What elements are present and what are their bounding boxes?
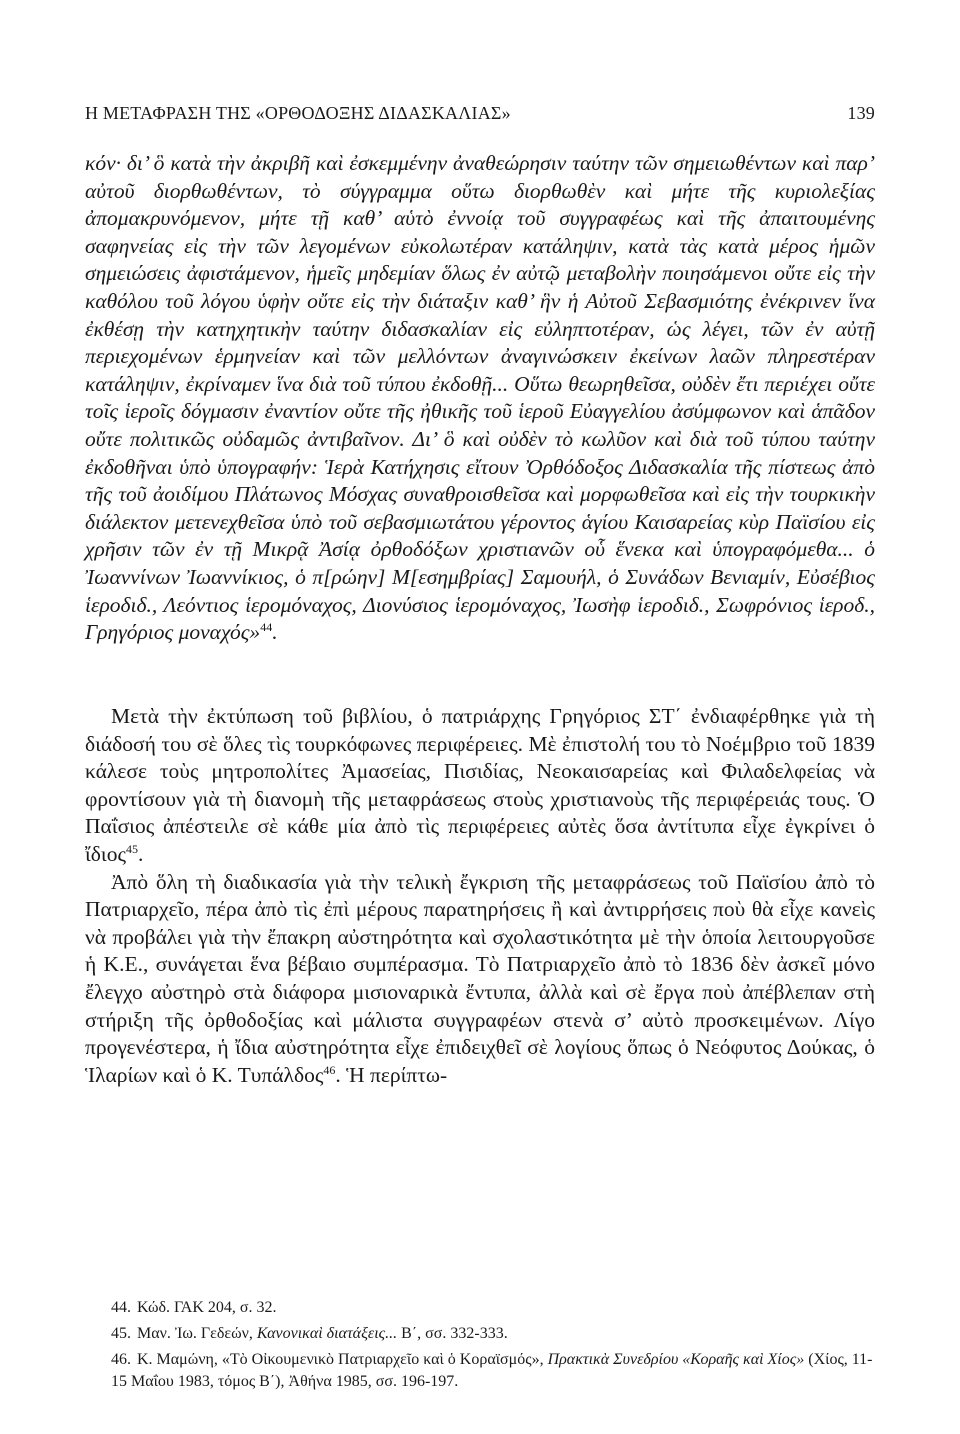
footnote-45	[85, 1323, 875, 1345]
running-title: Η ΜΕΤΑΦΡΑΣΗ ΤΗΣ «ΟΡΘΟΔΟΞΗΣ ΔΙΔΑΣΚΑΛΙΑΣ»	[85, 103, 511, 123]
footnote-number: 46.	[111, 1351, 131, 1368]
paragraph-1	[85, 703, 875, 869]
footnote-ref-44[interactable]: 44	[260, 619, 273, 634]
footnote-text-rest: Β΄, σσ. 332-333.	[397, 1325, 508, 1342]
footnote-number: 45.	[111, 1325, 131, 1342]
footnote-46	[85, 1349, 875, 1393]
page-number: 139	[847, 103, 875, 123]
footnotes	[85, 1297, 875, 1397]
footnote-text: Μαν. Ἰω. Γεδεών,	[137, 1325, 257, 1342]
footnote-text-rest: (Χίος, 11-15 Μαΐου 1983, τόμος Β΄), Ἀθήνα 1985, σσ. 196-197.	[111, 1351, 873, 1390]
paragraph-text: Μετὰ τὴν ἐκτύπωση τοῦ βιβλίου, ὁ πατριάρχης Γρηγόριος ΣΤ΄ ἐνδιαφέρθηκε γιὰ τὴ διάδοσή του σὲ ὅλες τὶς τουρκόφωνες περιφέρειες. Μὲ ἐπιστολή του τὸ Νοέμβριο τοῦ 1839 κάλεσε τοὺς μητροπολίτες Ἀμασείας, Πισιδίας, Νεοκαισαρείας καὶ Φιλαδελφείας νὰ φροντίσουν γιὰ τὴ διανομὴ τῆς μεταφράσεως στοὺς χριστιανοὺς τῆς περιφέρειάς τους. Ὁ Παΐσιος ἀπέστειλε σὲ κάθε μία ἀπὸ τὶς περιφέρειες αὐτὲς ὅσα ἀντίτυπα εἶχε ἐγκρίνει ὁ ἴδιος	[85, 704, 875, 866]
paragraph-text: Ἀπὸ ὅλη τὴ διαδικασία γιὰ τὴν τελικὴ ἔγκριση τῆς μεταφράσεως τοῦ Παϊσίου ἀπὸ τὸ Πατριαρχεῖο, πέρα ἀπὸ τὶς ἐπὶ μέρους παρατηρήσεις ἢ καὶ ἀντιρρήσεις ποὺ θὰ εἶχε κανεὶς νὰ προβάλει γιὰ τὴν ἔπακρη αὐστηρότητα καὶ σχολαστικότητα μὲ τὴν ὁποία λειτουργοῦσε ἡ Κ.Ε., συνάγεται ἕνα βέβαιο συμπέρασμα. Τὸ Πατριαρχεῖο ἀπὸ τὸ 1836 δὲν ἀσκεῖ μόνο ἔλεγχο αὐστηρὸ στὰ διάφορα μισιοναρικὰ ἔντυπα, ἀλλὰ καὶ σὲ ἔργα ποὺ ἀπέβλεπαν στὴ στήριξη τῆς ὀρθοδοξίας καὶ μάλιστα συγγραφέων στενὰ σ’ αὐτὸ προσκειμένων. Λίγο προγενέστερα, ἡ ἴδια αὐστηρότητα εἶχε ἐπιδειχθεῖ σὲ λογίους ὅπως ὁ Νεόφυτος Δούκας, ὁ Ἱλαρίων καὶ ὁ Κ. Τυπάλδος	[85, 869, 875, 1087]
footnote-number: 44.	[111, 1299, 131, 1316]
footnote-44	[85, 1297, 875, 1319]
paragraph-end: .	[137, 841, 144, 866]
footnote-text: Κώδ. ΓΑΚ 204, σ. 32.	[137, 1299, 277, 1316]
quote-text: κόν· δι’ ὃ κατὰ τὴν ἀκριβῆ καὶ ἐσκεμμένην ἀναθεώρησιν ταύτην τῶν σημειωθέντων καὶ παρ’ αὐτοῦ διορθωθέντων, τὸ σύγγραμμα οὕτω διορθωθὲν καὶ μήτε τῆς κυριολεξίας ἀπομακρυνόμενον, μήτε τῇ καθ’ αὑτὸ ἐννοίᾳ τοῦ συγγραφέως καὶ τῆς ἀπαιτουμένης σαφηνείας εἰς τὴν τῶν λεγομένων εὐκολωτέραν κατάληψιν, κατὰ τὰς κατὰ μέρος ἡμῶν σημειώσεις ἀφιστάμενον, ἡμεῖς μηδεμίαν ὅλως ἐν αὐτῷ μεταβολὴν ποιησάμενοι οὔτε εἰς τὴν καθόλου τοῦ λόγου ὑφὴν οὔτε εἰς τὴν διάταξιν καθ’ ἣν ἡ Αὐτοῦ Σεβασμιότης ἐνέκρινεν ἵνα ἐκθέσῃ τὴν κατηχητικὴν ταύτην διδασκαλίαν εἰς εὐληπτοτέραν, ὡς λέγει, τῶν ἐν αὐτῇ περιεχομένων ἑρμηνείαν καὶ τῶν μελλόντων ἀναγινώσκειν ἐκείνων λαῶν πληρεστέραν κατάληψιν, ἐκρίναμεν ἵνα διὰ τοῦ τύπου ἐκδοθῇ... Οὕτω θεωρηθεῖσα, οὐδὲν ἔτι περιέχει οὔτε τοῖς ἱεροῖς δόγμασιν ἐναντίον οὔτε τῆς ἠθικῆς τοῦ ἱεροῦ Εὐαγγελίου ἀσύμφωνον καὶ ἁπᾶδον οὔτε πολιτικῶς οὐδαμῶς ἀντιβαῖνον. Δι’ ὃ καὶ οὐδὲν τὸ κωλῦον καὶ διὰ τοῦ τύπου ταύτην ἐκδοθῆναι ὑπὸ ὑπογραφήν: Ἱερὰ Κατήχησις εἴτουν Ὀρθόδοξος Διδασκαλία τῆς πίστεως ἀπὸ τῆς τοῦ ἀοιδίμου Πλάτωνος Μόσχας συναθροισθεῖσα καὶ μορφωθεῖσα καὶ εἰς τὴν τουρκικὴν διάλεκτον μετενεχθεῖσα ὑπὸ τοῦ σεβασμιωτάτου γέροντος ἁγίου Καισαρείας κὺρ Παϊσίου εἰς χρῆσιν τῶν ἐν τῇ Μικρᾷ Ἀσίᾳ ὀρθοδόξων χριστιανῶν οὗ ἕνεκα καὶ ὑπογραφόμεθα... ὁ Ἰωαννίνων Ἰωαννίκιος, ὁ π[ρώην] Μ[εσημβρίας] Σαμουήλ, ὁ Συνάδων Βενιαμίν, Εὐσέβιος ἱεροδιδ., Λεόντιος ἱερομόναχος, Διονύσιος ἱερομόναχος, Ἰωσὴφ ἱεροδιδ., Σωφρόνιος ἱεροδ., Γρηγόριος μοναχός»	[85, 151, 875, 645]
paragraph-end: . Ἡ περίπτω-	[335, 1062, 448, 1087]
running-header	[85, 103, 875, 129]
footnote-title: Πρακτικὰ Συνεδρίου «Κοραῆς καὶ Χίος»	[547, 1351, 805, 1368]
body-text	[85, 703, 875, 1089]
quoted-document-block	[85, 150, 875, 647]
footnote-ref-45[interactable]: 45	[125, 841, 138, 856]
quote-end: .	[272, 620, 278, 645]
quote-paragraph	[85, 150, 875, 647]
footnote-title: Κανονικαὶ διατάξεις...	[256, 1325, 398, 1342]
footnote-ref-46[interactable]: 46	[323, 1062, 336, 1077]
paragraph-2	[85, 869, 875, 1090]
footnote-text: Κ. Μαμώνη, «Τὸ Οἰκουμενικὸ Πατριαρχεῖο καὶ ὁ Κοραϊσμός»,	[137, 1351, 548, 1368]
